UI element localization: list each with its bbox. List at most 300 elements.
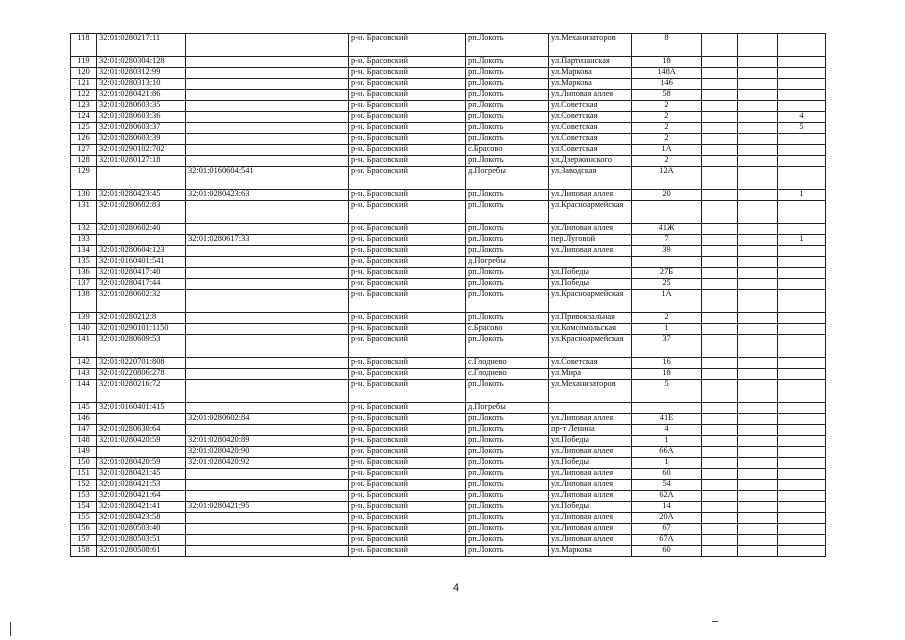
table-row (71, 425, 826, 436)
street-cell: ул.Дзержинского (549, 156, 632, 167)
extra-cell-3 (778, 313, 826, 324)
house-number-cell: 16 (632, 358, 702, 369)
extra-cell-1 (702, 224, 738, 235)
table-row (71, 458, 826, 469)
extra-cell-1 (702, 167, 738, 190)
locality-cell: рп.Локоть (466, 380, 549, 403)
extra-cell-1 (702, 369, 738, 380)
row-number-cell: 137 (71, 279, 97, 290)
extra-cell-3 (778, 324, 826, 335)
related-cadastral-number-cell (186, 324, 349, 335)
house-number-cell: 146 (632, 79, 702, 90)
cadastral-number-cell: 32:01:0280423:58 (97, 513, 186, 524)
related-cadastral-number-cell (186, 313, 349, 324)
related-cadastral-number-cell (186, 546, 349, 557)
extra-cell-2 (738, 290, 778, 313)
related-cadastral-number-cell: 32:01:0280420:92 (186, 458, 349, 469)
row-number-cell: 129 (71, 167, 97, 190)
extra-cell-2 (738, 145, 778, 156)
street-cell: ул.Победы (549, 436, 632, 447)
table-row (71, 290, 826, 313)
street-cell: ул.Липовая аллея (549, 480, 632, 491)
row-number-cell: 149 (71, 447, 97, 458)
table-row (71, 380, 826, 403)
house-number-cell (632, 403, 702, 414)
locality-cell: рп.Локоть (466, 535, 549, 546)
extra-cell-1 (702, 335, 738, 358)
district-cell: р-н. Брасовский (349, 79, 466, 90)
street-cell: ул.Липовая аллея (549, 513, 632, 524)
street-cell: ул.Липовая аллея (549, 246, 632, 257)
extra-cell-1 (702, 425, 738, 436)
table-row (71, 156, 826, 167)
extra-cell-1 (702, 313, 738, 324)
row-number-cell: 153 (71, 491, 97, 502)
related-cadastral-number-cell (186, 524, 349, 535)
extra-cell-3 (778, 458, 826, 469)
table-row (71, 414, 826, 425)
extra-cell-1 (702, 57, 738, 68)
locality-cell: рп.Локоть (466, 524, 549, 535)
page-number: 4 (452, 582, 460, 594)
house-number-cell: 37 (632, 335, 702, 358)
street-cell: ул.Красноармейская (549, 201, 632, 224)
district-cell: р-н. Брасовский (349, 313, 466, 324)
cadastral-number-cell: 32:01:0280603:39 (97, 134, 186, 145)
extra-cell-1 (702, 134, 738, 145)
locality-cell: рп.Локоть (466, 112, 549, 123)
house-number-cell: 18 (632, 57, 702, 68)
cadastral-number-cell: 32:01:0280630:64 (97, 425, 186, 436)
table-row (71, 68, 826, 79)
district-cell: р-н. Брасовский (349, 201, 466, 224)
extra-cell-3 (778, 34, 826, 57)
locality-cell: с.Брасово (466, 145, 549, 156)
district-cell: р-н. Брасовский (349, 335, 466, 358)
scan-mark (712, 621, 718, 622)
district-cell: р-н. Брасовский (349, 145, 466, 156)
extra-cell-1 (702, 403, 738, 414)
table-row (71, 469, 826, 480)
extra-cell-1 (702, 414, 738, 425)
related-cadastral-number-cell: 32:01:0280617:33 (186, 235, 349, 246)
extra-cell-2 (738, 535, 778, 546)
house-number-cell: 8 (632, 34, 702, 57)
table-row (71, 313, 826, 324)
street-cell: ул.Комсомольская (549, 324, 632, 335)
street-cell: ул.Липовая аллея (549, 90, 632, 101)
locality-cell: рп.Локоть (466, 34, 549, 57)
locality-cell: д.Погребы (466, 167, 549, 190)
extra-cell-1 (702, 235, 738, 246)
extra-cell-2 (738, 513, 778, 524)
row-number-cell: 134 (71, 246, 97, 257)
extra-cell-1 (702, 469, 738, 480)
extra-cell-1 (702, 436, 738, 447)
house-number-cell: 1 (632, 458, 702, 469)
related-cadastral-number-cell (186, 101, 349, 112)
street-cell: ул.Советская (549, 123, 632, 134)
related-cadastral-number-cell (186, 480, 349, 491)
extra-cell-2 (738, 79, 778, 90)
extra-cell-3 (778, 425, 826, 436)
extra-cell-1 (702, 513, 738, 524)
district-cell: р-н. Брасовский (349, 524, 466, 535)
house-number-cell: 60 (632, 469, 702, 480)
street-cell: ул.Мира (549, 369, 632, 380)
cadastral-number-cell: 32:01:0160401:541 (97, 257, 186, 268)
house-number-cell: 14 (632, 502, 702, 513)
row-number-cell: 121 (71, 79, 97, 90)
row-number-cell: 145 (71, 403, 97, 414)
extra-cell-2 (738, 403, 778, 414)
row-number-cell: 120 (71, 68, 97, 79)
related-cadastral-number-cell (186, 79, 349, 90)
locality-cell: д.Погребы (466, 403, 549, 414)
related-cadastral-number-cell (186, 134, 349, 145)
table-row (71, 235, 826, 246)
street-cell: ул.Красноармейская (549, 335, 632, 358)
cadastral-number-cell (97, 447, 186, 458)
cadastral-number-cell: 32:01:0280417:40 (97, 268, 186, 279)
related-cadastral-number-cell: 32:01:0280602:84 (186, 414, 349, 425)
related-cadastral-number-cell (186, 68, 349, 79)
extra-cell-3: 1 (778, 235, 826, 246)
row-number-cell: 141 (71, 335, 97, 358)
table-row (71, 34, 826, 57)
table-row (71, 491, 826, 502)
row-number-cell: 154 (71, 502, 97, 513)
extra-cell-1 (702, 535, 738, 546)
extra-cell-3 (778, 524, 826, 535)
extra-cell-2 (738, 358, 778, 369)
extra-cell-3 (778, 403, 826, 414)
street-cell: ул.Партизанская (549, 57, 632, 68)
extra-cell-1 (702, 480, 738, 491)
cadastral-number-cell: 32:01:0290101:1150 (97, 324, 186, 335)
locality-cell: рп.Локоть (466, 134, 549, 145)
table-row (71, 358, 826, 369)
related-cadastral-number-cell (186, 257, 349, 268)
locality-cell: рп.Локоть (466, 156, 549, 167)
locality-cell: рп.Локоть (466, 414, 549, 425)
extra-cell-2 (738, 502, 778, 513)
extra-cell-3 (778, 134, 826, 145)
extra-cell-3 (778, 546, 826, 557)
locality-cell: рп.Локоть (466, 335, 549, 358)
table-row (71, 502, 826, 513)
extra-cell-2 (738, 313, 778, 324)
table-row (71, 524, 826, 535)
house-number-cell: 1А (632, 290, 702, 313)
extra-cell-3 (778, 257, 826, 268)
related-cadastral-number-cell (186, 112, 349, 123)
district-cell: р-н. Брасовский (349, 224, 466, 235)
extra-cell-2 (738, 469, 778, 480)
locality-cell: рп.Локоть (466, 246, 549, 257)
district-cell: р-н. Брасовский (349, 513, 466, 524)
related-cadastral-number-cell: 32:01:0280423:63 (186, 190, 349, 201)
extra-cell-3 (778, 79, 826, 90)
extra-cell-2 (738, 369, 778, 380)
locality-cell: рп.Локоть (466, 546, 549, 557)
extra-cell-2 (738, 380, 778, 403)
district-cell: р-н. Брасовский (349, 156, 466, 167)
extra-cell-2 (738, 425, 778, 436)
street-cell: ул.Советская (549, 134, 632, 145)
row-number-cell: 138 (71, 290, 97, 313)
cadastral-number-cell: 32:01:0160401:415 (97, 403, 186, 414)
table-row (71, 513, 826, 524)
row-number-cell: 157 (71, 535, 97, 546)
related-cadastral-number-cell (186, 535, 349, 546)
extra-cell-2 (738, 224, 778, 235)
house-number-cell: 1 (632, 436, 702, 447)
district-cell: р-н. Брасовский (349, 134, 466, 145)
extra-cell-2 (738, 458, 778, 469)
street-cell: ул.Победы (549, 502, 632, 513)
extra-cell-1 (702, 90, 738, 101)
extra-cell-2 (738, 134, 778, 145)
locality-cell: с.Брасово (466, 324, 549, 335)
extra-cell-3 (778, 369, 826, 380)
table-row (71, 546, 826, 557)
locality-cell: рп.Локоть (466, 190, 549, 201)
table-row (71, 257, 826, 268)
house-number-cell: 41Ж (632, 224, 702, 235)
extra-cell-1 (702, 101, 738, 112)
table-row (71, 79, 826, 90)
house-number-cell: 2 (632, 313, 702, 324)
table-row (71, 246, 826, 257)
extra-cell-3 (778, 201, 826, 224)
locality-cell: рп.Локоть (466, 279, 549, 290)
street-cell: ул.Липовая аллея (549, 414, 632, 425)
cadastral-number-cell: 32:01:0280602:83 (97, 201, 186, 224)
extra-cell-1 (702, 79, 738, 90)
locality-cell: рп.Локоть (466, 68, 549, 79)
table-row (71, 535, 826, 546)
related-cadastral-number-cell: 32:01:0280420:90 (186, 447, 349, 458)
related-cadastral-number-cell (186, 513, 349, 524)
row-number-cell: 127 (71, 145, 97, 156)
cadastral-number-cell: 32:01:0280503:40 (97, 524, 186, 535)
street-cell: ул.Механизаторов (549, 380, 632, 403)
row-number-cell: 143 (71, 369, 97, 380)
extra-cell-3 (778, 414, 826, 425)
extra-cell-3 (778, 156, 826, 167)
extra-cell-2 (738, 90, 778, 101)
district-cell: р-н. Брасовский (349, 414, 466, 425)
extra-cell-2 (738, 57, 778, 68)
extra-cell-2 (738, 201, 778, 224)
extra-cell-1 (702, 324, 738, 335)
house-number-cell: 148А (632, 68, 702, 79)
row-number-cell: 130 (71, 190, 97, 201)
district-cell: р-н. Брасовский (349, 491, 466, 502)
extra-cell-1 (702, 112, 738, 123)
street-cell: ул.Маркова (549, 546, 632, 557)
related-cadastral-number-cell (186, 224, 349, 235)
district-cell: р-н. Брасовский (349, 358, 466, 369)
cadastral-number-cell: 32:01:0280420:59 (97, 436, 186, 447)
extra-cell-3 (778, 68, 826, 79)
house-number-cell: 12А (632, 167, 702, 190)
extra-cell-3 (778, 502, 826, 513)
locality-cell: рп.Локоть (466, 290, 549, 313)
related-cadastral-number-cell (186, 491, 349, 502)
locality-cell: рп.Локоть (466, 57, 549, 68)
locality-cell: рп.Локоть (466, 268, 549, 279)
extra-cell-3 (778, 436, 826, 447)
extra-cell-1 (702, 156, 738, 167)
row-number-cell: 148 (71, 436, 97, 447)
district-cell: р-н. Брасовский (349, 425, 466, 436)
house-number-cell: 58 (632, 90, 702, 101)
street-cell: ул.Маркова (549, 79, 632, 90)
extra-cell-3: 5 (778, 123, 826, 134)
street-cell (549, 403, 632, 414)
cadastral-number-cell: 32:01:0280304:128 (97, 57, 186, 68)
district-cell: р-н. Брасовский (349, 268, 466, 279)
locality-cell: рп.Локоть (466, 425, 549, 436)
cadastral-number-cell: 32:01:0280602:40 (97, 224, 186, 235)
locality-cell: рп.Локоть (466, 480, 549, 491)
cadastral-number-cell: 32:01:0280423:45 (97, 190, 186, 201)
extra-cell-3 (778, 145, 826, 156)
district-cell: р-н. Брасовский (349, 436, 466, 447)
house-number-cell: 67 (632, 524, 702, 535)
house-number-cell: 5 (632, 380, 702, 403)
extra-cell-3 (778, 246, 826, 257)
district-cell: р-н. Брасовский (349, 101, 466, 112)
street-cell: ул.Победы (549, 279, 632, 290)
locality-cell: рп.Локоть (466, 458, 549, 469)
related-cadastral-number-cell (186, 90, 349, 101)
row-number-cell: 125 (71, 123, 97, 134)
extra-cell-3 (778, 469, 826, 480)
extra-cell-3 (778, 90, 826, 101)
row-number-cell: 133 (71, 235, 97, 246)
table-row (71, 480, 826, 491)
street-cell: ул.Победы (549, 268, 632, 279)
extra-cell-1 (702, 190, 738, 201)
extra-cell-3 (778, 167, 826, 190)
cadastral-number-cell: 32:01:0290102:702 (97, 145, 186, 156)
extra-cell-2 (738, 491, 778, 502)
extra-cell-3 (778, 57, 826, 68)
district-cell: р-н. Брасовский (349, 546, 466, 557)
cadastral-number-cell: 32:01:0280420:59 (97, 458, 186, 469)
row-number-cell: 152 (71, 480, 97, 491)
house-number-cell: 54 (632, 480, 702, 491)
related-cadastral-number-cell (186, 201, 349, 224)
row-number-cell: 155 (71, 513, 97, 524)
street-cell: ул.Маркова (549, 68, 632, 79)
extra-cell-1 (702, 447, 738, 458)
related-cadastral-number-cell (186, 34, 349, 57)
extra-cell-3 (778, 491, 826, 502)
extra-cell-1 (702, 290, 738, 313)
row-number-cell: 123 (71, 101, 97, 112)
district-cell: р-н. Брасовский (349, 246, 466, 257)
house-number-cell: 25 (632, 279, 702, 290)
table-row (71, 335, 826, 358)
street-cell: ул.Липовая аллея (549, 469, 632, 480)
street-cell: ул.Липовая аллея (549, 447, 632, 458)
related-cadastral-number-cell (186, 123, 349, 134)
street-cell: ул.Победы (549, 458, 632, 469)
row-number-cell: 156 (71, 524, 97, 535)
street-cell: ул.Советская (549, 145, 632, 156)
cadastral-number-cell (97, 414, 186, 425)
cadastral-number-cell: 32:01:0280508:61 (97, 546, 186, 557)
related-cadastral-number-cell (186, 57, 349, 68)
table-row (71, 369, 826, 380)
extra-cell-1 (702, 502, 738, 513)
district-cell: р-н. Брасовский (349, 235, 466, 246)
cadastral-number-cell: 32:01:0280312:99 (97, 68, 186, 79)
cadastral-number-cell: 32:01:0280421:41 (97, 502, 186, 513)
street-cell: пер.Луговой (549, 235, 632, 246)
cadastral-number-cell: 32:01:0220806:278 (97, 369, 186, 380)
locality-cell: рп.Локоть (466, 491, 549, 502)
cadastral-number-cell: 32:01:0280603:37 (97, 123, 186, 134)
extra-cell-2 (738, 546, 778, 557)
table-row (71, 101, 826, 112)
extra-cell-1 (702, 380, 738, 403)
row-number-cell: 142 (71, 358, 97, 369)
row-number-cell: 118 (71, 34, 97, 57)
extra-cell-1 (702, 458, 738, 469)
locality-cell: рп.Локоть (466, 101, 549, 112)
locality-cell: рп.Локоть (466, 90, 549, 101)
table-row (71, 279, 826, 290)
table-row (71, 123, 826, 134)
locality-cell: рп.Локоть (466, 235, 549, 246)
related-cadastral-number-cell: 32:01:0280420:89 (186, 436, 349, 447)
house-number-cell: 62А (632, 491, 702, 502)
district-cell: р-н. Брасовский (349, 257, 466, 268)
district-cell: р-н. Брасовский (349, 369, 466, 380)
table-row (71, 134, 826, 145)
house-number-cell: 2 (632, 101, 702, 112)
house-number-cell: 4 (632, 425, 702, 436)
extra-cell-2 (738, 335, 778, 358)
table-row (71, 447, 826, 458)
table-row (71, 324, 826, 335)
related-cadastral-number-cell (186, 279, 349, 290)
cadastral-number-cell: 32:01:0280604:123 (97, 246, 186, 257)
extra-cell-2 (738, 112, 778, 123)
house-number-cell: 7 (632, 235, 702, 246)
extra-cell-1 (702, 201, 738, 224)
house-number-cell: 1А (632, 145, 702, 156)
extra-cell-3 (778, 224, 826, 235)
cadastral-number-cell: 32:01:0280603:36 (97, 112, 186, 123)
district-cell: р-н. Брасовский (349, 279, 466, 290)
cadastral-number-cell: 32:01:0280421:86 (97, 90, 186, 101)
district-cell: р-н. Брасовский (349, 480, 466, 491)
related-cadastral-number-cell (186, 156, 349, 167)
extra-cell-1 (702, 358, 738, 369)
cadastral-number-cell: 32:01:0280609:53 (97, 335, 186, 358)
house-number-cell: 67А (632, 535, 702, 546)
related-cadastral-number-cell: 32:01:0160604:541 (186, 167, 349, 190)
row-number-cell: 139 (71, 313, 97, 324)
locality-cell: д.Погребы (466, 257, 549, 268)
locality-cell: рп.Локоть (466, 502, 549, 513)
